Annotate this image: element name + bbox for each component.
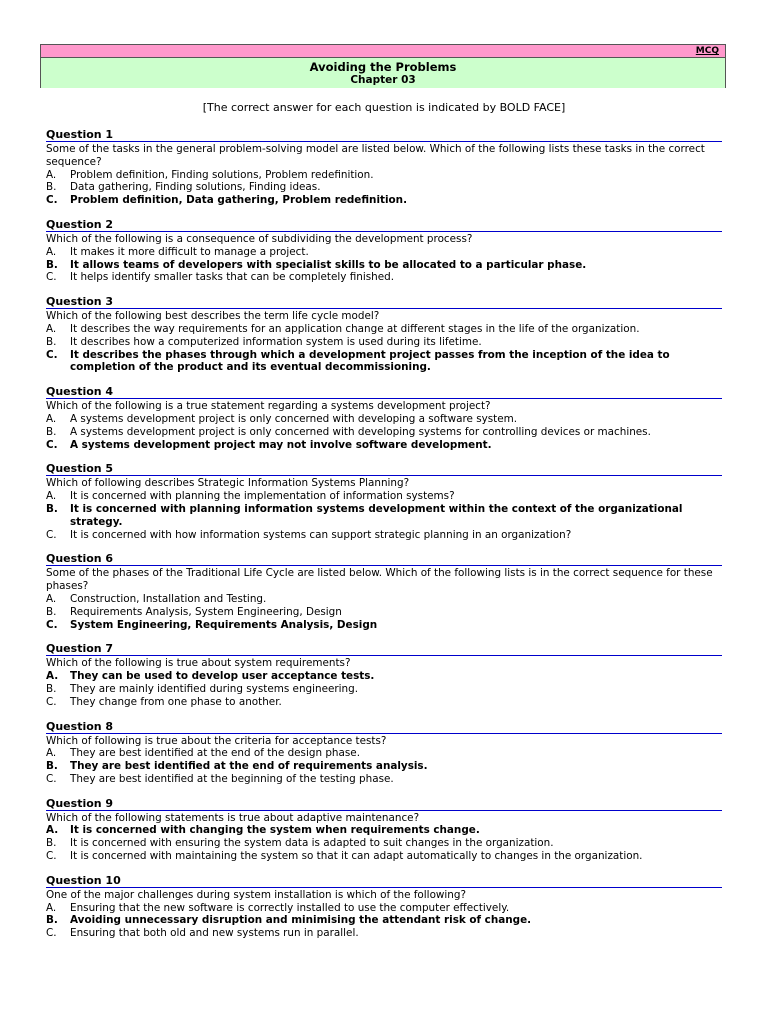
- option-letter: A.: [46, 490, 57, 503]
- option-letter: A.: [46, 824, 59, 837]
- option-text: It is concerned with planning information systems development within the context of the organizational strategy.: [70, 502, 683, 528]
- option-text: Requirements Analysis, System Engineering, Design: [70, 605, 342, 618]
- option-text: It is concerned with maintaining the system so that it can adapt automatically to changes in the organization.: [70, 850, 643, 863]
- option-letter: B.: [46, 760, 58, 773]
- option-letter: A.: [46, 592, 57, 605]
- option-text: A systems development project is only concerned with developing a software system.: [70, 412, 518, 425]
- option-letter: B.: [46, 682, 57, 695]
- question-block: [46, 462, 722, 541]
- option-text: Ensuring that the new software is correctly installed to use the computer effectively.: [70, 901, 510, 914]
- option-text: They are best identified at the end of the design phase.: [70, 747, 360, 760]
- question-text: Which of the following best describes the term life cycle model?: [46, 310, 380, 323]
- question-block: [46, 295, 722, 374]
- option-text: Construction, Installation and Testing.: [70, 592, 267, 605]
- question-block: [46, 552, 722, 631]
- option-text: Avoiding unnecessary disruption and minimising the attendant risk of change.: [70, 914, 532, 927]
- answer-option: [46, 529, 722, 542]
- question-title: Question 7: [46, 642, 722, 656]
- option-letter: A.: [46, 412, 57, 425]
- question-title: Question 3: [46, 295, 722, 309]
- option-text: It makes it more difficult to manage a project.: [70, 245, 309, 258]
- question-block: [46, 642, 722, 708]
- option-text: It describes the way requirements for an application change at different stages in the life of the organization.: [70, 322, 640, 335]
- option-letter: C.: [46, 271, 57, 284]
- question-title: Question 9: [46, 797, 722, 811]
- correct-answer-option: [46, 619, 722, 632]
- question-title: Question 4: [46, 385, 722, 399]
- header-title-band: [41, 58, 725, 88]
- option-text: They change from one phase to another.: [70, 695, 282, 708]
- question-text: Which of following is true about the criteria for acceptance tests?: [46, 734, 387, 747]
- answer-option: [46, 426, 722, 439]
- answer-option: [46, 850, 722, 863]
- option-text: Data gathering, Finding solutions, Finding ideas.: [70, 181, 321, 194]
- option-text: Problem definition, Data gathering, Problem redefinition.: [70, 194, 408, 207]
- option-letter: C.: [46, 438, 58, 451]
- header-tag-band: [41, 45, 725, 58]
- option-letter: B.: [46, 181, 57, 194]
- option-letter: B.: [46, 502, 58, 515]
- option-text: It describes the phases through which a development project passes from the inception of the idea to completion of the product and its eventual decommissioning.: [70, 348, 670, 374]
- option-text: It is concerned with planning the implementation of information systems?: [70, 490, 455, 503]
- option-letter: C.: [46, 528, 57, 541]
- answer-option: [46, 902, 722, 915]
- option-text: They are mainly identified during systems engineering.: [70, 682, 359, 695]
- question-block: [46, 128, 722, 207]
- option-text: It is concerned with changing the system when requirements change.: [70, 824, 480, 837]
- answer-option: [46, 336, 722, 349]
- option-letter: C.: [46, 927, 57, 940]
- header-box: [40, 44, 726, 88]
- answer-option: [46, 837, 722, 850]
- correct-answer-option: [46, 194, 722, 207]
- question-title: Question 8: [46, 720, 722, 734]
- option-text: It allows teams of developers with specialist skills to be allocated to a particular phase.: [70, 258, 587, 271]
- option-text: Ensuring that both old and new systems run in parallel.: [70, 927, 359, 940]
- option-letter: A.: [46, 168, 57, 181]
- option-letter: C.: [46, 618, 58, 631]
- option-text: It is concerned with how information systems can support strategic planning in an organization?: [70, 528, 572, 541]
- option-text: They are best identified at the end of requirements analysis.: [70, 760, 428, 773]
- question-text: Which of the following is a consequence of subdividing the development process?: [46, 232, 473, 245]
- option-letter: B.: [46, 605, 57, 618]
- correct-answer-option: [46, 503, 722, 529]
- answer-instruction: [The correct answer for each question is indicated by BOLD FACE]: [202, 101, 566, 114]
- question-block: [46, 720, 722, 786]
- option-letter: C.: [46, 850, 57, 863]
- question-text: Which of the following is true about system requirements?: [46, 657, 351, 670]
- answer-option: [46, 490, 722, 503]
- correct-answer-option: [46, 914, 722, 927]
- option-letter: C.: [46, 772, 57, 785]
- answer-option: [46, 413, 722, 426]
- question-title: Question 2: [46, 218, 722, 232]
- option-text: A systems development project is only concerned with developing systems for controlling devices or machines.: [70, 425, 651, 438]
- answer-option: [46, 696, 722, 709]
- option-letter: A.: [46, 670, 59, 683]
- question-title: Question 1: [46, 128, 722, 142]
- option-letter: C.: [46, 695, 57, 708]
- option-text: It describes how a computerized information system is used during its lifetime.: [70, 335, 482, 348]
- option-letter: A.: [46, 245, 57, 258]
- option-letter: B.: [46, 335, 57, 348]
- chapter-label: Chapter 03: [350, 74, 416, 86]
- document-title: Avoiding the Problems: [309, 60, 457, 74]
- answer-option: [46, 593, 722, 606]
- option-letter: A.: [46, 322, 57, 335]
- question-title: Question 5: [46, 462, 722, 476]
- option-text: They are best identified at the beginning of the testing phase.: [70, 772, 394, 785]
- question-text: Some of the phases of the Traditional Life Cycle are listed below. Which of the following lists is in the correct sequence for these phases?: [46, 567, 713, 593]
- question-text: Which of the following statements is true about adaptive maintenance?: [46, 811, 420, 824]
- answer-option: [46, 927, 722, 940]
- option-letter: C.: [46, 348, 58, 361]
- answer-option: [46, 323, 722, 336]
- question-text: One of the major challenges during system installation is which of the following?: [46, 888, 467, 901]
- correct-answer-option: [46, 760, 722, 773]
- option-text: A systems development project may not involve software development.: [70, 438, 492, 451]
- answer-option: [46, 747, 722, 760]
- question-text: Some of the tasks in the general problem-solving model are listed below. Which of the following lists these tasks in the correct sequence?: [46, 143, 705, 168]
- answer-option: [46, 773, 722, 786]
- answer-option: [46, 683, 722, 696]
- option-letter: B.: [46, 258, 58, 271]
- answer-option: [46, 606, 722, 619]
- correct-answer-option: [46, 824, 722, 837]
- mcq-tag: MCQ: [695, 46, 719, 56]
- answer-option: [46, 169, 722, 182]
- question-text: Which of following describes Strategic Information Systems Planning?: [46, 477, 410, 490]
- question-block: [46, 797, 722, 863]
- option-letter: A.: [46, 901, 57, 914]
- question-title: Question 6: [46, 552, 722, 566]
- option-letter: B.: [46, 425, 57, 438]
- option-letter: B.: [46, 914, 58, 927]
- answer-option: [46, 271, 722, 284]
- option-letter: C.: [46, 194, 58, 207]
- question-list: [46, 128, 722, 951]
- option-letter: B.: [46, 837, 57, 850]
- correct-answer-option: [46, 670, 722, 683]
- question-block: [46, 385, 722, 451]
- option-text: Problem definition, Finding solutions, Problem redefinition.: [70, 168, 374, 181]
- option-text: They can be used to develop user acceptance tests.: [70, 670, 375, 683]
- question-text: Which of the following is a true statement regarding a systems development project?: [46, 400, 491, 413]
- correct-answer-option: [46, 439, 722, 452]
- answer-option: [46, 246, 722, 259]
- question-block: [46, 874, 722, 940]
- question-block: [46, 218, 722, 284]
- option-letter: A.: [46, 747, 57, 760]
- option-text: It is concerned with ensuring the system data is adapted to suit changes in the organization.: [70, 837, 554, 850]
- correct-answer-option: [46, 259, 722, 272]
- option-text: It helps identify smaller tasks that can be completely finished.: [70, 271, 395, 284]
- question-title: Question 10: [46, 874, 722, 888]
- correct-answer-option: [46, 349, 722, 375]
- option-text: System Engineering, Requirements Analysis, Design: [70, 618, 378, 631]
- answer-option: [46, 181, 722, 194]
